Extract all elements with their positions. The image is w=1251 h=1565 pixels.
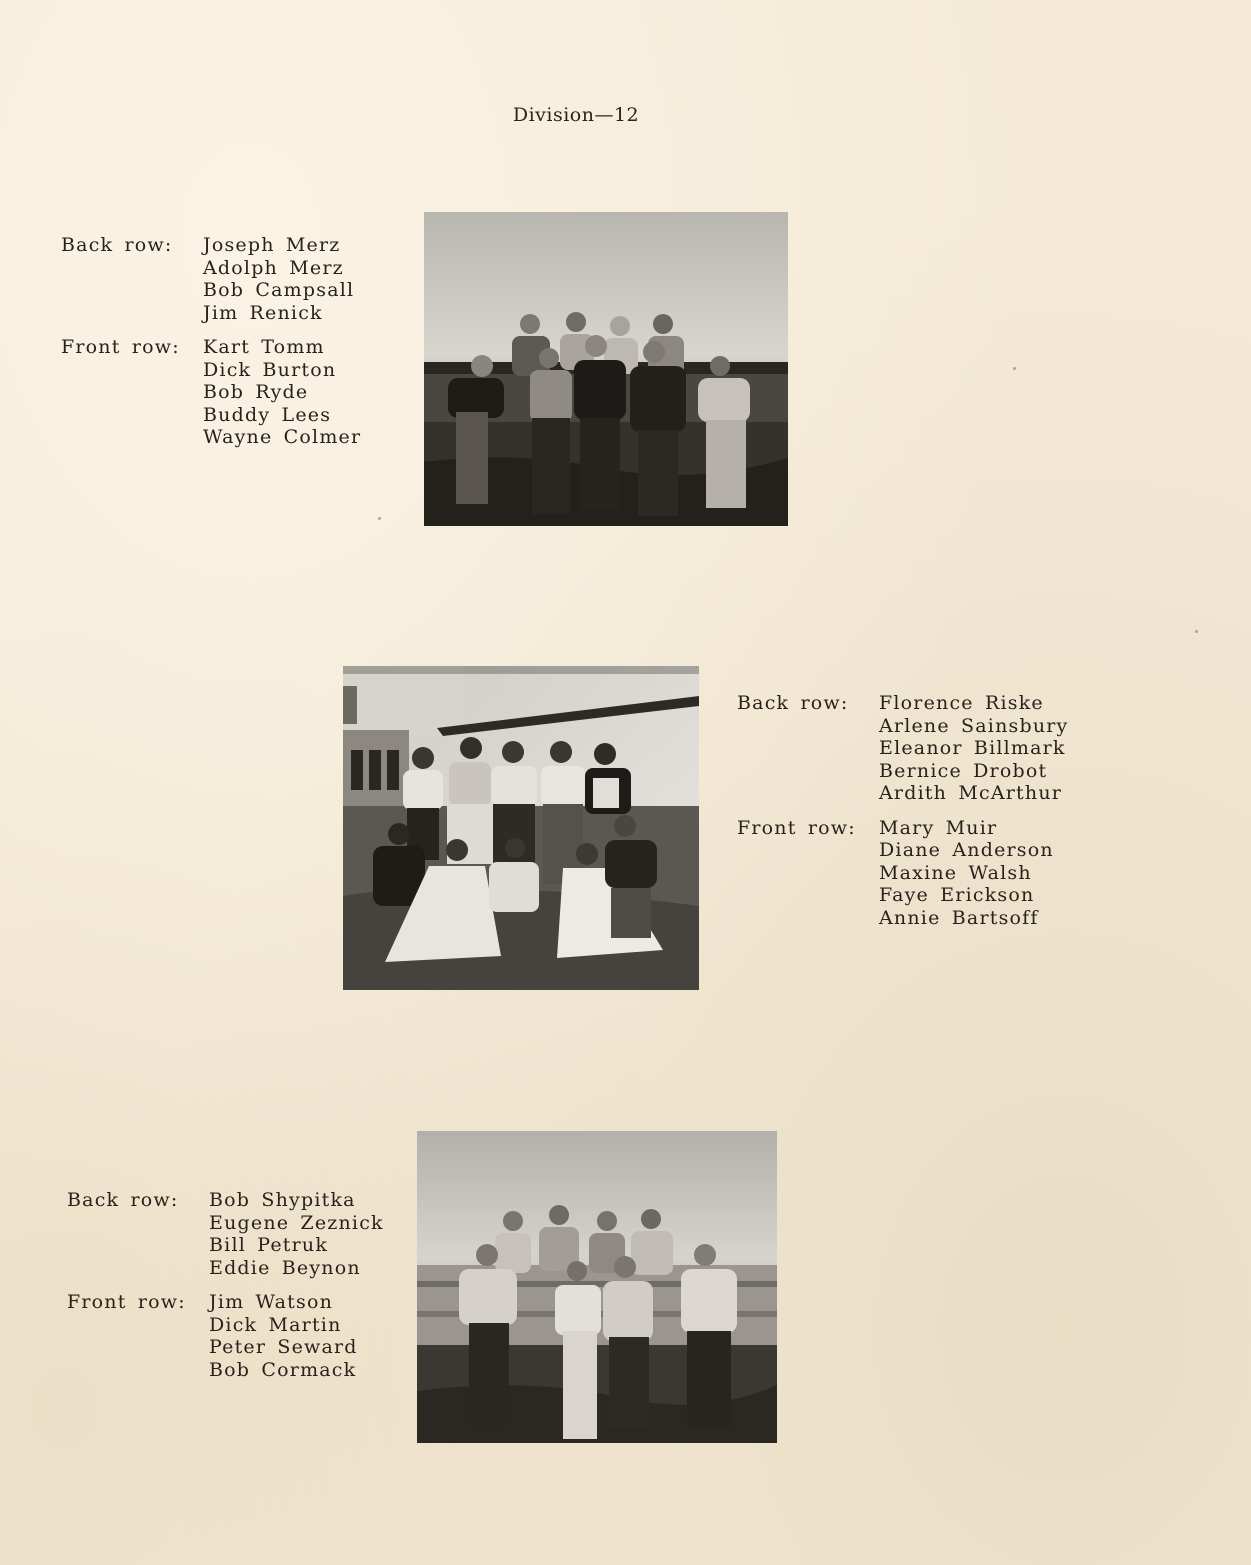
student-name: Florence Riske [879, 692, 1044, 714]
group-3-front-row [67, 1291, 384, 1381]
group-2-back-row [737, 692, 1068, 805]
front-row-names [209, 1291, 358, 1381]
group-1-front-row [61, 336, 361, 449]
group-1-photo-image [424, 212, 788, 526]
student-name: Buddy Lees [203, 403, 332, 426]
group-2-photo-image [343, 666, 699, 990]
student-name: Eleanor Billmark [879, 737, 1066, 759]
student-name: Eddie Beynon [209, 1256, 361, 1279]
group-2-front-row [737, 817, 1068, 930]
group-2-caption [737, 692, 1068, 941]
student-name: Jim Watson [209, 1291, 334, 1313]
student-name: Ardith McArthur [879, 782, 1063, 804]
paper-speck [1195, 630, 1198, 633]
student-name: Dick Martin [209, 1313, 342, 1336]
group-3-back-row [67, 1189, 384, 1279]
student-name: Maxine Walsh [879, 861, 1032, 884]
student-name: Faye Erickson [879, 884, 1035, 906]
back-row-label: Back row: [61, 234, 173, 256]
student-name: Jim Renick [203, 301, 323, 324]
front-row-label: Front row: [737, 816, 856, 839]
group-3-caption [67, 1189, 384, 1393]
student-name: Adolph Merz [203, 256, 344, 279]
paper-speck [378, 517, 381, 520]
student-name: Dick Burton [203, 358, 337, 381]
student-name: Bob Cormack [209, 1358, 357, 1381]
front-row-names [879, 817, 1054, 930]
student-name: Annie Bartsoff [879, 906, 1039, 929]
group-2-photo [343, 666, 699, 990]
student-name: Bob Campsall [203, 279, 355, 301]
student-name: Peter Seward [209, 1336, 358, 1358]
student-name: Mary Muir [879, 816, 998, 839]
group-1-back-row [61, 234, 361, 324]
front-row-names [203, 336, 361, 449]
back-row-names [209, 1189, 384, 1279]
student-name: Wayne Colmer [203, 426, 362, 448]
student-name: Joseph Merz [203, 234, 341, 256]
back-row-label: Back row: [737, 692, 849, 714]
page-title: Division—12 [512, 104, 640, 126]
back-row-label: Back row: [67, 1189, 179, 1211]
front-row-label: Front row: [67, 1291, 186, 1313]
student-name: Bob Ryde [203, 381, 309, 403]
front-row-label: Front row: [61, 336, 180, 358]
student-name: Diane Anderson [879, 839, 1054, 861]
student-name: Eugene Zeznick [209, 1211, 384, 1234]
paper-speck [1013, 367, 1016, 370]
back-row-names [879, 692, 1068, 805]
student-name: Bill Petruk [209, 1234, 329, 1256]
student-name: Arlene Sainsbury [879, 714, 1069, 737]
student-name: Kart Tomm [203, 336, 325, 358]
group-1-caption [61, 234, 361, 461]
student-name: Bob Shypitka [209, 1189, 356, 1211]
group-3-photo [417, 1131, 777, 1443]
group-1-photo [424, 212, 788, 526]
student-name: Bernice Drobot [879, 759, 1048, 782]
back-row-names [203, 234, 354, 324]
group-3-photo-image [417, 1131, 777, 1443]
